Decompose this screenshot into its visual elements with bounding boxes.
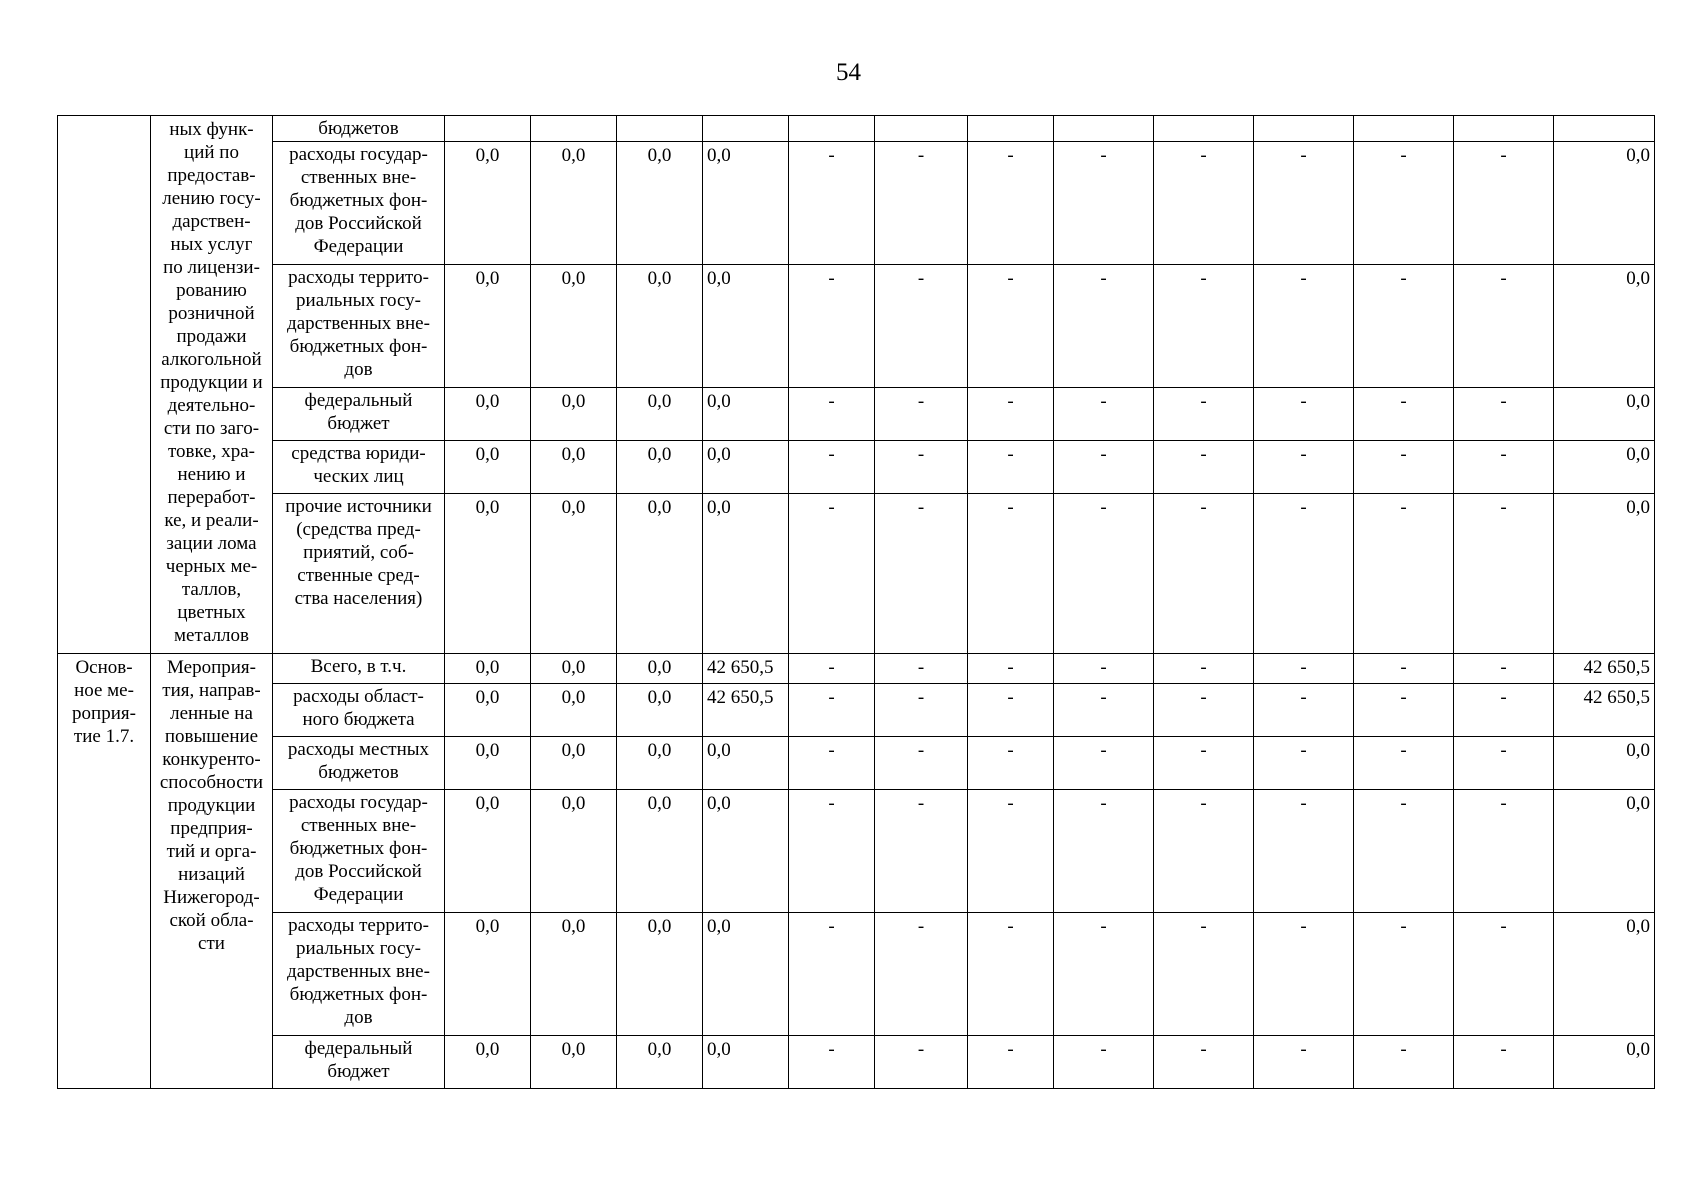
value-cell: - [1454,790,1554,913]
value-cell: 0,0 [445,913,531,1036]
value-cell: - [789,913,875,1036]
value-cell: - [1154,1036,1254,1089]
value-cell: - [968,1036,1054,1089]
value-cell: - [1354,737,1454,790]
value-cell: - [1054,388,1154,441]
table-row [58,913,1655,1036]
value-cell: - [1054,737,1154,790]
measure-name-cell: ных функ- ций по предостав- лению госу- дарствен- ных услуг по лицензи- рованию розничной продажи алкогольной продукции и деятельно- сти по заго- товке, хра- нению и переработ- ке, и реали- зации лома черных ме- таллов, цветных металлов [151,116,273,654]
value-cell: 0,0 [703,913,789,1036]
value-cell: 0,0 [531,494,617,654]
value-cell [1154,116,1254,142]
value-cell: 0,0 [703,265,789,388]
value-cell: 0,0 [531,265,617,388]
value-cell [1454,116,1554,142]
value-cell [968,116,1054,142]
value-cell: 0,0 [617,737,703,790]
value-cell: 0,0 [703,441,789,494]
value-cell: - [1454,737,1554,790]
value-cell: - [968,737,1054,790]
value-cell: 0,0 [617,142,703,265]
table-row [58,684,1655,737]
value-cell: 0,0 [1554,441,1655,494]
value-cell: 0,0 [531,142,617,265]
value-cell: - [1354,142,1454,265]
value-cell: - [1254,913,1354,1036]
value-cell: - [1154,388,1254,441]
funding-source-cell: федеральный бюджет [273,388,445,441]
value-cell: - [1254,1036,1354,1089]
value-cell: - [789,684,875,737]
value-cell [875,116,968,142]
value-cell: 0,0 [445,1036,531,1089]
funding-source-cell: Всего, в т.ч. [273,654,445,684]
table-row [58,494,1655,654]
value-cell: - [1054,265,1154,388]
value-cell: - [789,1036,875,1089]
value-cell: 0,0 [531,1036,617,1089]
value-cell [1554,116,1655,142]
value-cell: - [1454,1036,1554,1089]
value-cell: - [1154,737,1254,790]
value-cell: - [1054,441,1154,494]
value-cell: - [875,737,968,790]
table-row [58,737,1655,790]
value-cell: 0,0 [617,1036,703,1089]
value-cell: - [875,913,968,1036]
value-cell: 0,0 [531,388,617,441]
value-cell: - [1454,265,1554,388]
table-row [58,116,1655,142]
value-cell: - [1154,494,1254,654]
measure-name-cell: Мероприя- тия, направ- ленные на повышение конкуренто- способности продукции предприя- тий и орга- низаций Нижегород- ской обла- сти [151,654,273,1089]
value-cell: - [1454,388,1554,441]
value-cell: - [1354,441,1454,494]
value-cell: - [968,441,1054,494]
value-cell [445,116,531,142]
value-cell: - [1054,142,1154,265]
value-cell: - [968,142,1054,265]
value-cell: - [1054,790,1154,913]
value-cell: 0,0 [445,654,531,684]
funding-source-cell: средства юриди- ческих лиц [273,441,445,494]
value-cell: 0,0 [1554,1036,1655,1089]
value-cell: - [789,737,875,790]
value-cell: - [1254,790,1354,913]
value-cell: - [875,654,968,684]
value-cell: - [1454,913,1554,1036]
value-cell: - [1254,388,1354,441]
funding-source-cell: расходы местных бюджетов [273,737,445,790]
value-cell: 0,0 [531,441,617,494]
value-cell: - [1254,737,1354,790]
value-cell: - [1454,441,1554,494]
value-cell: - [1454,684,1554,737]
funding-source-cell: расходы государ- ственных вне- бюджетных фон- дов Российской Федерации [273,142,445,265]
value-cell: - [789,654,875,684]
value-cell: 0,0 [617,684,703,737]
table-row [58,142,1655,265]
value-cell: 0,0 [445,494,531,654]
value-cell: 0,0 [445,142,531,265]
value-cell: 0,0 [1554,913,1655,1036]
value-cell: - [1154,654,1254,684]
funding-source-cell: федеральный бюджет [273,1036,445,1089]
value-cell: 42 650,5 [1554,684,1655,737]
table-row [58,441,1655,494]
table-row [58,388,1655,441]
value-cell: 0,0 [703,142,789,265]
value-cell: 0,0 [617,654,703,684]
value-cell: - [1454,494,1554,654]
value-cell: - [1154,265,1254,388]
funding-source-cell: прочие источники (средства пред- приятий, соб- ственные сред- ства населения) [273,494,445,654]
value-cell: 0,0 [445,790,531,913]
funding-source-cell: расходы террито- риальных госу- дарственных вне- бюджетных фон- дов [273,913,445,1036]
value-cell: 0,0 [445,441,531,494]
value-cell: 0,0 [703,1036,789,1089]
value-cell: 0,0 [531,654,617,684]
value-cell: - [875,1036,968,1089]
value-cell: - [875,142,968,265]
value-cell: 0,0 [1554,388,1655,441]
value-cell: - [968,494,1054,654]
value-cell: - [1454,142,1554,265]
value-cell: 0,0 [617,494,703,654]
value-cell: - [1354,265,1454,388]
budget-table [57,115,1655,1089]
value-cell: 0,0 [617,388,703,441]
value-cell: - [1154,790,1254,913]
value-cell: - [1054,684,1154,737]
value-cell: - [1354,684,1454,737]
funding-source-cell: расходы област- ного бюджета [273,684,445,737]
value-cell: - [789,265,875,388]
value-cell: 0,0 [1554,494,1655,654]
value-cell: - [1154,684,1254,737]
table-row [58,265,1655,388]
value-cell: - [968,913,1054,1036]
page-number: 54 [836,59,861,86]
value-cell: - [1054,654,1154,684]
value-cell [1254,116,1354,142]
value-cell: 0,0 [703,737,789,790]
value-cell: 42 650,5 [703,684,789,737]
value-cell: - [1154,913,1254,1036]
value-cell: - [1254,494,1354,654]
value-cell: - [1354,654,1454,684]
value-cell: - [968,388,1054,441]
value-cell: - [968,654,1054,684]
value-cell: 0,0 [703,790,789,913]
value-cell: - [875,790,968,913]
funding-source-cell: бюджетов [273,116,445,142]
value-cell: 0,0 [531,684,617,737]
value-cell: - [1254,654,1354,684]
value-cell: 0,0 [617,913,703,1036]
value-cell: - [1354,494,1454,654]
value-cell: 0,0 [531,790,617,913]
value-cell: - [1254,441,1354,494]
value-cell: 0,0 [531,913,617,1036]
value-cell: - [1154,142,1254,265]
value-cell: 0,0 [617,790,703,913]
value-cell: - [789,441,875,494]
value-cell: 0,0 [617,441,703,494]
table-row [58,790,1655,913]
value-cell: - [968,684,1054,737]
value-cell: - [1254,684,1354,737]
value-cell: - [875,388,968,441]
value-cell: 0,0 [445,684,531,737]
value-cell [1054,116,1154,142]
value-cell: - [1354,388,1454,441]
value-cell: 42 650,5 [703,654,789,684]
value-cell: - [1254,265,1354,388]
value-cell: - [1054,913,1154,1036]
value-cell [617,116,703,142]
value-cell: - [789,142,875,265]
value-cell: - [1354,790,1454,913]
value-cell [1354,116,1454,142]
value-cell [531,116,617,142]
funding-source-cell: расходы государ- ственных вне- бюджетных фон- дов Российской Федерации [273,790,445,913]
value-cell: - [1054,1036,1154,1089]
value-cell: - [875,494,968,654]
value-cell: 0,0 [1554,265,1655,388]
value-cell: - [968,265,1054,388]
value-cell: 0,0 [617,265,703,388]
measure-code-cell [58,116,151,654]
value-cell: - [1154,441,1254,494]
value-cell: - [789,494,875,654]
value-cell: 0,0 [703,388,789,441]
value-cell [703,116,789,142]
value-cell: - [1354,913,1454,1036]
value-cell: 0,0 [531,737,617,790]
value-cell: - [1254,142,1354,265]
measure-code-cell: Основ- ное ме- роприя- тие 1.7. [58,654,151,1089]
value-cell: - [789,388,875,441]
funding-source-cell: расходы террито- риальных госу- дарственных вне- бюджетных фон- дов [273,265,445,388]
value-cell: 0,0 [1554,737,1655,790]
value-cell: 0,0 [703,494,789,654]
value-cell: 0,0 [445,265,531,388]
table-row [58,654,1655,684]
value-cell: 0,0 [1554,790,1655,913]
value-cell: - [1354,1036,1454,1089]
value-cell: 0,0 [445,388,531,441]
value-cell: - [968,790,1054,913]
value-cell: 0,0 [445,737,531,790]
value-cell: 42 650,5 [1554,654,1655,684]
table-row [58,1036,1655,1089]
value-cell: - [875,684,968,737]
value-cell: - [875,441,968,494]
value-cell: - [1054,494,1154,654]
value-cell: - [1454,654,1554,684]
value-cell [789,116,875,142]
value-cell: - [789,790,875,913]
value-cell: - [875,265,968,388]
value-cell: 0,0 [1554,142,1655,265]
